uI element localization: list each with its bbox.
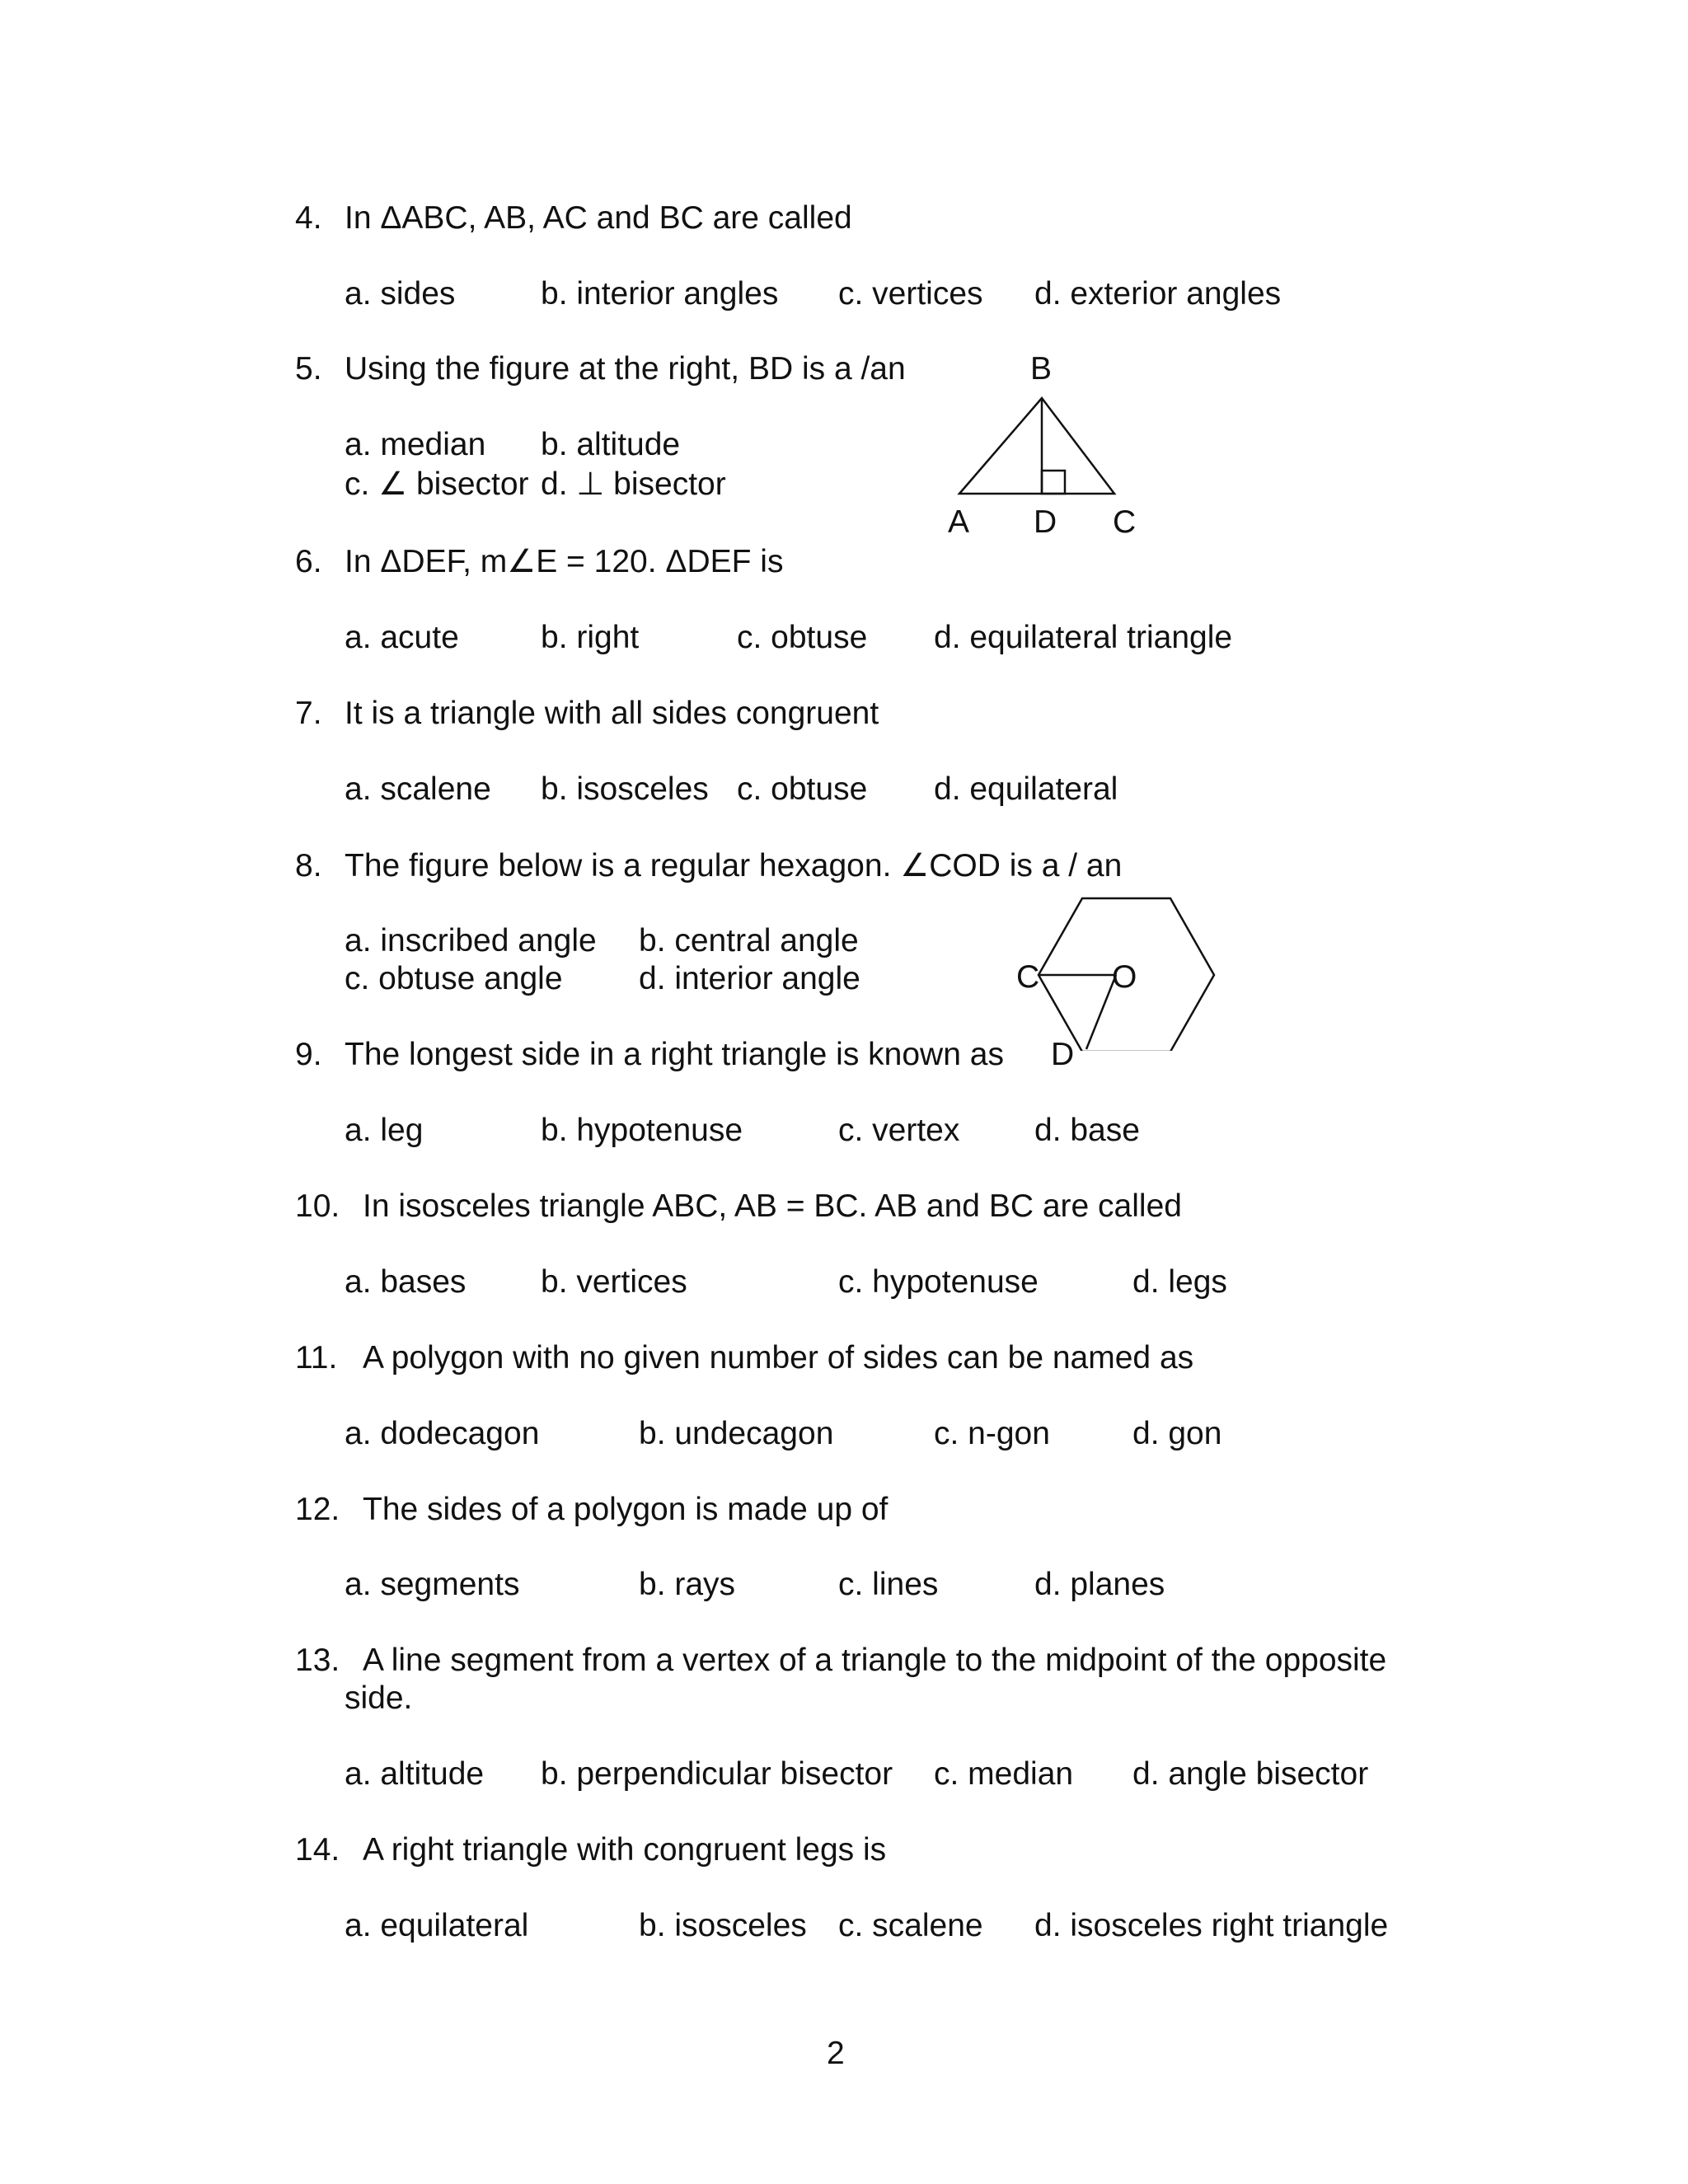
right-angle-mark — [1042, 471, 1065, 494]
choice-d: d. ⊥ bisector — [541, 466, 726, 502]
choice-b: b. undecagon — [639, 1416, 834, 1451]
choice-d: d. equilateral triangle — [934, 620, 1233, 655]
question-number: 5. — [295, 351, 322, 387]
label-c: C — [1113, 504, 1137, 540]
choice-b: b. isosceles — [639, 1908, 807, 1943]
question-number: 9. — [295, 1037, 322, 1072]
question-text: In ΔABC, AB, AC and BC are called — [345, 200, 852, 236]
choice-a: a. leg — [345, 1113, 424, 1148]
page-number: 2 — [827, 2036, 845, 2071]
choice-a: a. segments — [345, 1567, 520, 1602]
choice-c: c. ∠ bisector — [345, 466, 529, 502]
choice-d: d. gon — [1132, 1416, 1222, 1451]
choice-c: c. obtuse — [737, 620, 868, 655]
question-text: The figure below is a regular hexagon. ∠COD is a / an — [345, 848, 1123, 883]
choice-b: b. central angle — [639, 923, 859, 958]
question-text: Using the figure at the right, BD is a /an — [345, 351, 906, 387]
question-text: In isosceles triangle ABC, AB = BC. AB and BC are called — [363, 1188, 1182, 1224]
choice-d: d. legs — [1132, 1264, 1227, 1300]
question-number: 4. — [295, 200, 322, 236]
choice-b: b. isosceles — [541, 771, 709, 807]
choice-a: a. dodecagon — [345, 1416, 540, 1451]
choice-a: a. equilateral — [345, 1908, 529, 1943]
choice-c: c. hypotenuse — [838, 1264, 1039, 1300]
choice-c: c. obtuse — [737, 771, 868, 807]
label-c: C — [1016, 959, 1040, 995]
choice-a: a. inscribed angle — [345, 923, 597, 958]
question-number: 6. — [295, 544, 322, 579]
question-text-continued: side. — [345, 1680, 413, 1716]
choice-b: b. vertices — [541, 1264, 687, 1300]
choice-b: b. interior angles — [541, 276, 779, 312]
label-d: D — [1051, 1037, 1075, 1072]
question-number: 10. — [295, 1188, 340, 1224]
choice-c: c. vertices — [838, 276, 983, 312]
choice-d: d. equilateral — [934, 771, 1118, 807]
question-text: A line segment from a vertex of a triangle to the midpoint of the opposite — [363, 1643, 1387, 1678]
choice-a: a. scalene — [345, 771, 491, 807]
choice-a: a. median — [345, 427, 486, 462]
choice-a: a. sides — [345, 276, 456, 312]
choice-c: c. vertex — [838, 1113, 960, 1148]
choice-b: b. altitude — [541, 427, 681, 462]
choice-b: b. rays — [639, 1567, 736, 1602]
question-text: The longest side in a right triangle is known as — [345, 1037, 1004, 1072]
label-d: D — [1034, 504, 1057, 540]
question-number: 13. — [295, 1643, 340, 1678]
question-text: The sides of a polygon is made up of — [363, 1492, 889, 1527]
choice-c: c. obtuse angle — [345, 961, 563, 996]
choice-b: b. perpendicular bisector — [541, 1756, 893, 1792]
choice-a: a. acute — [345, 620, 459, 655]
choice-d: d. exterior angles — [1034, 276, 1282, 312]
triangle-figure — [948, 387, 1129, 503]
question-number: 7. — [295, 696, 322, 731]
choice-c: c. n-gon — [934, 1416, 1050, 1451]
choice-c: c. median — [934, 1756, 1074, 1792]
choice-d: d. base — [1034, 1113, 1140, 1148]
choice-a: a. altitude — [345, 1756, 485, 1792]
question-text: A right triangle with congruent legs is — [363, 1832, 887, 1868]
choice-b: b. right — [541, 620, 640, 655]
choice-d: d. interior angle — [639, 961, 860, 996]
question-text: It is a triangle with all sides congruent — [345, 696, 879, 731]
choice-d: d. isosceles right triangle — [1034, 1908, 1389, 1943]
choice-d: d. planes — [1034, 1567, 1165, 1602]
question-number: 12. — [295, 1492, 340, 1527]
choice-a: a. bases — [345, 1264, 467, 1300]
question-number: 14. — [295, 1832, 340, 1868]
question-number: 8. — [295, 848, 322, 883]
triangle-abc — [959, 398, 1114, 494]
question-number: 11. — [295, 1340, 338, 1376]
choice-b: b. hypotenuse — [541, 1113, 743, 1148]
choice-d: d. angle bisector — [1132, 1756, 1369, 1792]
label-a: A — [948, 504, 970, 540]
choice-c: c. scalene — [838, 1908, 983, 1943]
question-text: A polygon with no given number of sides can be named as — [363, 1340, 1194, 1376]
choice-c: c. lines — [838, 1567, 939, 1602]
question-text: In ΔDEF, m∠E = 120. ΔDEF is — [345, 544, 784, 579]
label-b: B — [1030, 351, 1053, 387]
label-o: O — [1112, 959, 1137, 995]
